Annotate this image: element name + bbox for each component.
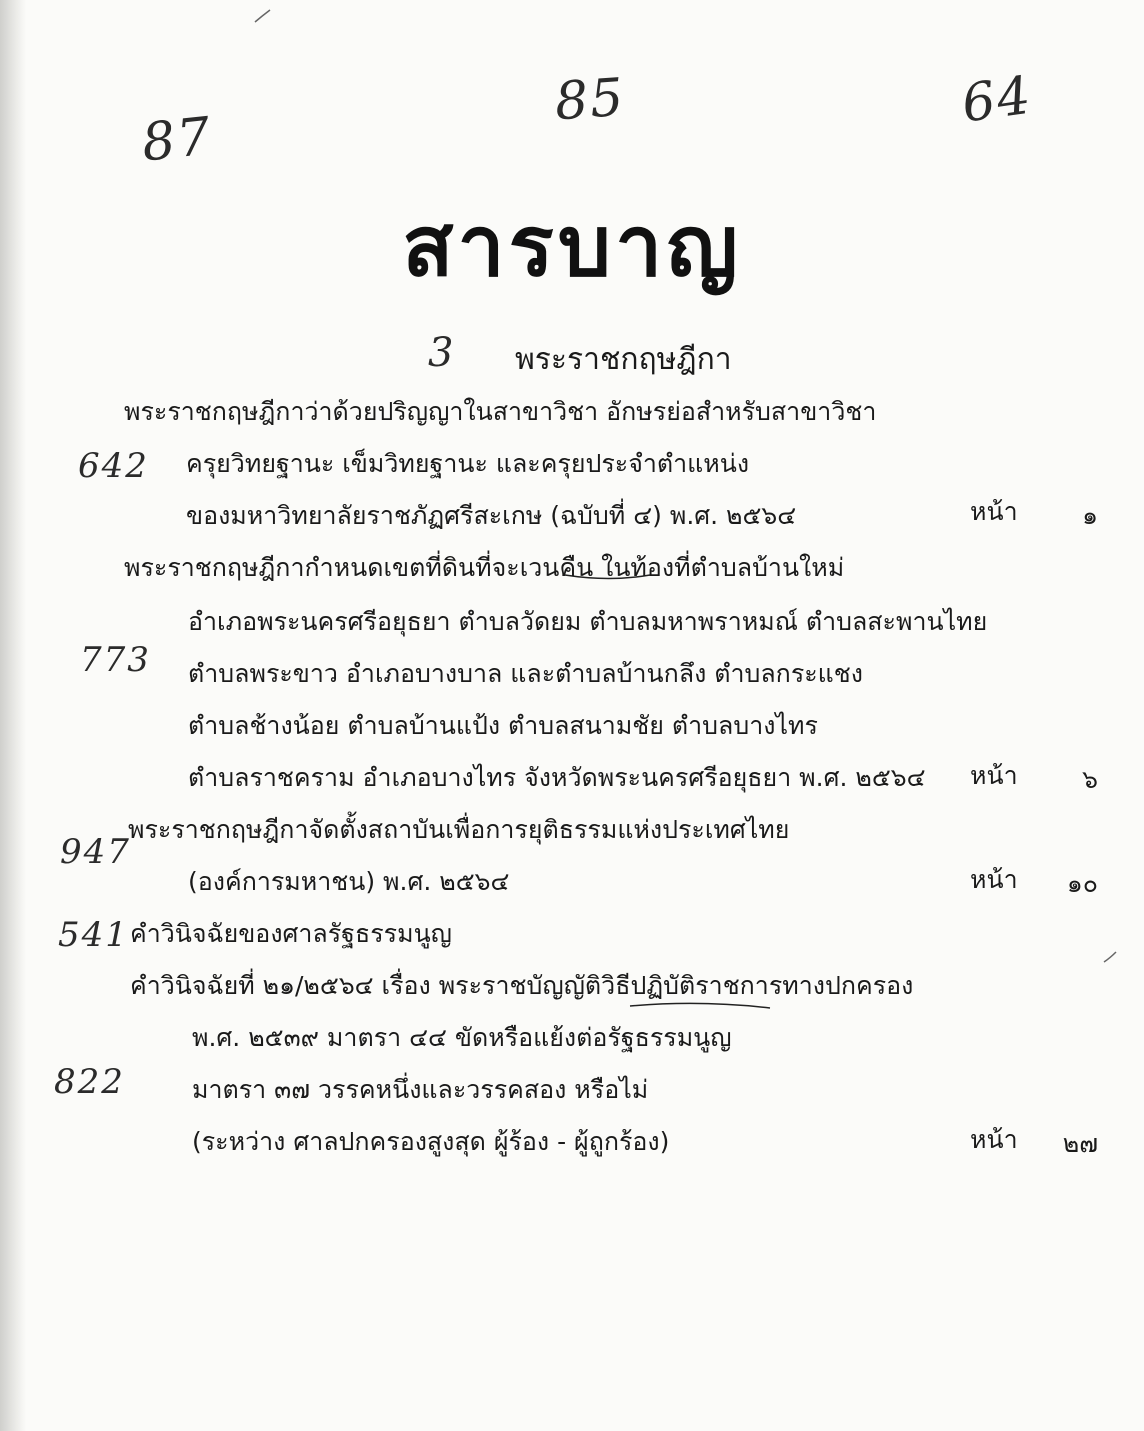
- page-title: สารบาญ: [402, 197, 742, 295]
- entry-5-line-3: มาตรา ๓๗ วรรคหนึ่งและวรรคสอง หรือไม่: [192, 1075, 649, 1104]
- entry-2-page-label: หน้า: [970, 761, 1018, 790]
- entry-1-page-number: ๑: [1082, 501, 1098, 530]
- section-heading: พระราชกฤษฎีกา: [515, 342, 732, 377]
- entry-2-line-2: อำเภอพระนครศรีอยุธยา ตำบลวัดยม ตำบลมหาพราหมณ์ ตำบลสะพานไทย: [188, 607, 988, 636]
- entry-2-line-5: ตำบลราชคราม อำเภอบางไทร จังหวัดพระนครศรีอยุธยา พ.ศ. ๒๕๖๔: [188, 763, 926, 792]
- pen-tick-top: [255, 10, 270, 22]
- handwritten-margin-number-3: 947: [60, 832, 131, 872]
- handwritten-number-top-right: 64: [958, 65, 1037, 135]
- entry-4-line-1: คำวินิจฉัยของศาลรัฐธรรมนูญ: [130, 919, 452, 948]
- entry-5-line-1: คำวินิจฉัยที่ ๒๑/๒๕๖๔ เรื่อง พระราชบัญญัติวิธีปฏิบัติราชการทางปกครอง: [130, 971, 914, 1000]
- entry-3-page-label: หน้า: [970, 865, 1018, 894]
- entry-2-line-1: พระราชกฤษฎีกากำหนดเขตที่ดินที่จะเวนคืน ในท้องที่ตำบลบ้านใหม่: [124, 553, 845, 582]
- handwritten-number-top-center: 85: [552, 67, 628, 133]
- entry-5-line-2: พ.ศ. ๒๕๓๙ มาตรา ๔๔ ขัดหรือแย้งต่อรัฐธรรมนูญ: [192, 1023, 732, 1052]
- handwritten-section-mark: 3: [428, 330, 456, 376]
- handwritten-margin-number-2: 773: [80, 640, 151, 680]
- pen-tick-right: [1104, 952, 1116, 962]
- entry-2-line-3: ตำบลพระขาว อำเภอบางบาล และตำบลบ้านกลึง ตำบลกระแชง: [188, 659, 863, 688]
- entry-1-line-3: ของมหาวิทยาลัยราชภัฏศรีสะเกษ (ฉบับที่ ๔) พ.ศ. ๒๕๖๔: [186, 501, 797, 530]
- handwritten-margin-number-1: 642: [78, 446, 149, 486]
- entry-3-line-2: (องค์การมหาชน) พ.ศ. ๒๕๖๔: [188, 867, 510, 896]
- entry-5-line-4: (ระหว่าง ศาลปกครองสูงสุด ผู้ร้อง - ผู้ถูกร้อง): [192, 1127, 670, 1156]
- entry-3-line-1: พระราชกฤษฎีกาจัดตั้งสถาบันเพื่อการยุติธรรมแห่งประเทศไทย: [128, 815, 790, 844]
- handwritten-number-top-left: 87: [139, 106, 216, 174]
- entry-5-page-label: หน้า: [970, 1125, 1018, 1154]
- entry-2-page-number: ๖: [1082, 765, 1098, 794]
- entry-1-line-2: ครุยวิทยฐานะ เข็มวิทยฐานะ และครุยประจำตำแหน่ง: [186, 449, 750, 478]
- entry-1-line-1: พระราชกฤษฎีกาว่าด้วยปริญญาในสาขาวิชา อักษรย่อสำหรับสาขาวิชา: [124, 397, 877, 426]
- handwritten-margin-number-5: 822: [54, 1062, 125, 1102]
- entry-2-line-4: ตำบลช้างน้อย ตำบลบ้านแป้ง ตำบลสนามชัย ตำบลบางไทร: [188, 711, 818, 740]
- entry-5-page-number: ๒๗: [1062, 1129, 1098, 1158]
- handwritten-margin-number-4: 541: [58, 915, 129, 955]
- entry-3-page-number: ๑๐: [1066, 869, 1098, 898]
- entry-1-page-label: หน้า: [970, 497, 1018, 526]
